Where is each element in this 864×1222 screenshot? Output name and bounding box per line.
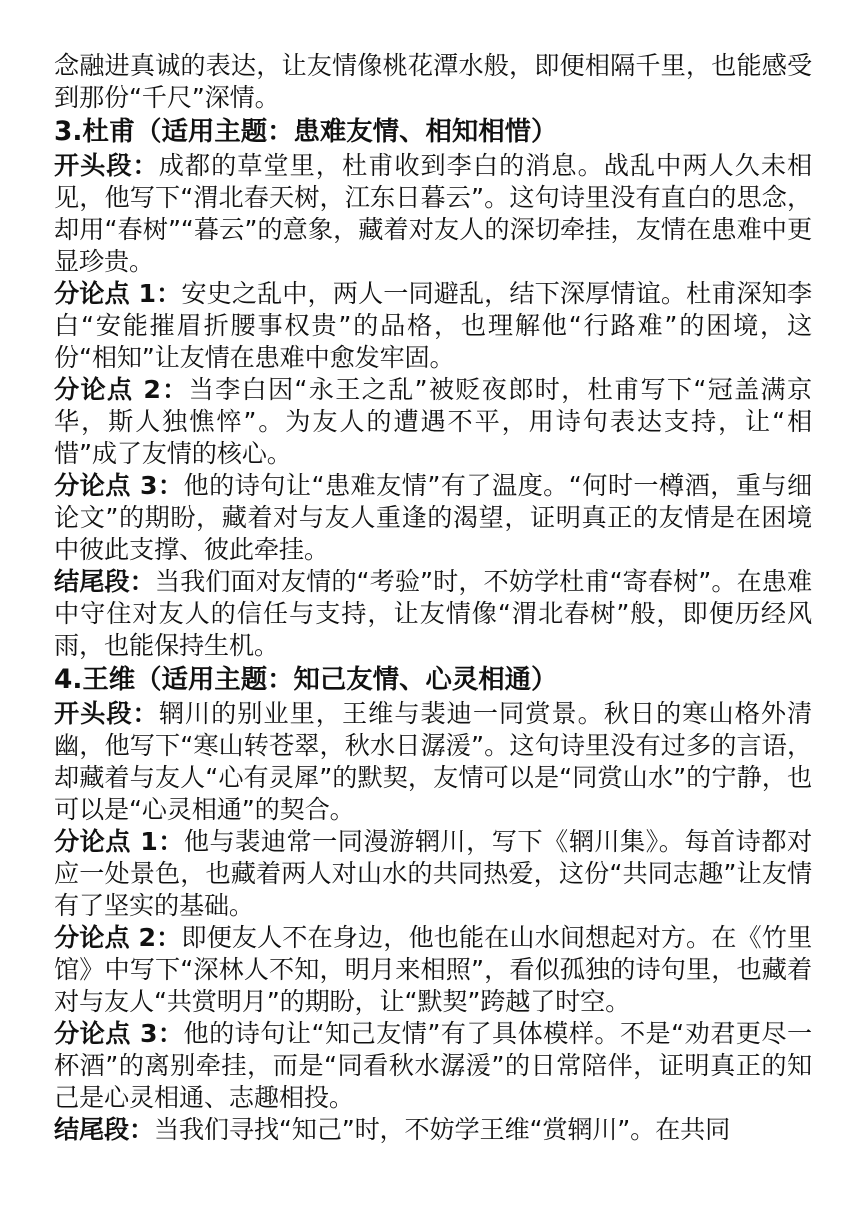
section-heading-du-fu: 3.杜甫（适用主题：患难友情、相知相惜） bbox=[54, 116, 558, 147]
wang-wei-point-1-paragraph bbox=[54, 826, 812, 922]
paragraph-lead: 结尾段： bbox=[54, 1115, 154, 1144]
du-fu-point-3-paragraph bbox=[54, 470, 812, 566]
paragraph-text: 念融进真诚的表达，让友情像桃花潭水般，即便相隔千里，也能感受到那份“千尺”深情。 bbox=[54, 51, 812, 112]
paragraph-text: 辋川的别业里，王维与裴迪一同赏景。秋日的寒山格外清幽，他写下“寒山转苍翠，秋水日潺湲”。这句诗里没有过多的言语，却藏着与友人“心有灵犀”的默契，友情可以是“同赏山水”的宁静，也可以是“心灵相通”的契合。 bbox=[54, 699, 812, 824]
du-fu-point-1-paragraph bbox=[54, 278, 812, 374]
wang-wei-point-2-paragraph bbox=[54, 922, 812, 1018]
paragraph-text: 安史之乱中，两人一同避乱，结下深厚情谊。杜甫深知李白“安能摧眉折腰事权贵”的品格，也理解他“行路难”的困境，这份“相知”让友情在患难中愈发牢固。 bbox=[54, 279, 812, 372]
document-page bbox=[54, 50, 812, 1146]
paragraph-text: 当我们面对友情的“考验”时，不妨学杜甫“寄春树”。在患难中守住对友人的信任与支持，让友情像“渭北春树”般，即便历经风雨，也能保持生机。 bbox=[54, 567, 812, 660]
intro-continuation-paragraph bbox=[54, 50, 812, 114]
paragraph-text: 即便友人不在身边，他也能在山水间想起对方。在《竹里馆》中写下“深林人不知，明月来相照”，看似孤独的诗句里，也藏着对与友人“共赏明月”的期盼，让“默契”跨越了时空。 bbox=[54, 923, 812, 1016]
paragraph-lead: 开头段： bbox=[54, 699, 159, 728]
paragraph-text: 当我们寻找“知己”时，不妨学王维“赏辋川”。在共同 bbox=[153, 1115, 731, 1144]
paragraph-lead: 分论点 2： bbox=[54, 923, 182, 952]
du-fu-point-2-paragraph bbox=[54, 374, 812, 470]
paragraph-lead: 分论点 1： bbox=[54, 827, 184, 856]
du-fu-closing-paragraph bbox=[54, 566, 812, 662]
paragraph-lead: 分论点 2： bbox=[54, 375, 189, 404]
paragraph-lead: 分论点 3： bbox=[54, 471, 184, 500]
paragraph-text: 他的诗句让“知己友情”有了具体模样。不是“劝君更尽一杯酒”的离别牵挂，而是“同看秋水潺湲”的日常陪伴，证明真正的知己是心灵相通、志趣相投。 bbox=[54, 1019, 812, 1112]
du-fu-opening-paragraph bbox=[54, 150, 812, 278]
paragraph-lead: 开头段： bbox=[54, 151, 159, 180]
paragraph-lead: 结尾段： bbox=[54, 567, 155, 596]
wang-wei-opening-paragraph bbox=[54, 698, 812, 826]
paragraph-lead: 分论点 1： bbox=[54, 279, 182, 308]
wang-wei-closing-paragraph bbox=[54, 1114, 812, 1146]
paragraph-text: 他的诗句让“患难友情”有了温度。“何时一樽酒，重与细论文”的期盼，藏着对与友人重逢的渴望，证明真正的友情是在困境中彼此支撑、彼此牵挂。 bbox=[54, 471, 812, 564]
paragraph-lead: 分论点 3： bbox=[54, 1019, 184, 1048]
paragraph-text: 他与裴迪常一同漫游辋川，写下《辋川集》。每首诗都对应一处景色，也藏着两人对山水的共同热爱，这份“共同志趣”让友情有了坚实的基础。 bbox=[54, 827, 812, 920]
paragraph-text: 成都的草堂里，杜甫收到李白的消息。战乱中两人久未相见，他写下“渭北春天树，江东日暮云”。这句诗里没有直白的思念，却用“春树”“暮云”的意象，藏着对友人的深切牵挂，友情在患难中更显珍贵。 bbox=[54, 151, 812, 276]
paragraph-text: 当李白因“永王之乱”被贬夜郎时，杜甫写下“冠盖满京华，斯人独憔悴”。为友人的遭遇不平，用诗句表达支持，让“相惜”成了友情的核心。 bbox=[54, 375, 812, 468]
wang-wei-point-3-paragraph bbox=[54, 1018, 812, 1114]
section-heading-wang-wei: 4.王维（适用主题：知己友情、心灵相通） bbox=[54, 664, 558, 695]
